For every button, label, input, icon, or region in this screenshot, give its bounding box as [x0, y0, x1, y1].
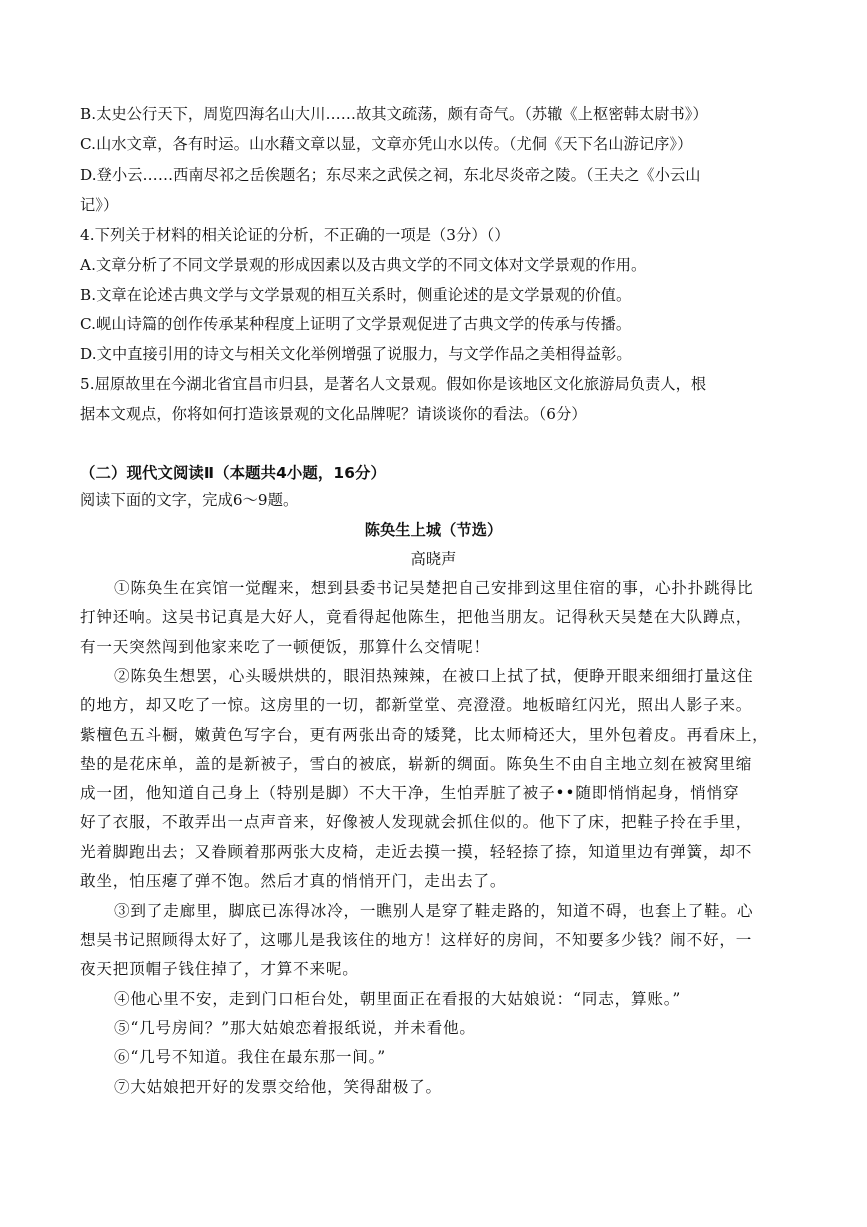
- passage-line: 垫的是花床单，盖的是新被子，雪白的被底，崭新的绸面。陈奂生不由自主地立刻在被窝里缩: [80, 755, 753, 773]
- passage-line: ②陈奂生想罢，心头暖烘烘的，眼泪热辣辣，在被口上拭了拭，便睁开眼来细细打量这住: [114, 667, 754, 685]
- passage-line: 打钟还响。这吴书记真是大好人，竟看得起他陈生，把他当朋友。记得秋天吴楚在大队蹲点，: [80, 608, 753, 626]
- q4-option-b: B.文章在论述古典文学与文学景观的相互关系时，侧重论述的是文学景观的价值。: [80, 286, 632, 304]
- q4-option-d: D.文中直接引用的诗文与相关文化举例增强了说服力，与文学作品之美相得益彰。: [80, 345, 632, 363]
- passage-line: 夜天把顶帽子钱住掉了，才算不来呢。: [80, 960, 359, 978]
- passage-line: 的地方，却又吃了一惊。这房里的一切，都新堂堂、亮澄澄。地板暗红闪光，照出人影子来。: [80, 696, 753, 714]
- passage-line: ⑥“几号不知道。我住在最东那一间。”: [114, 1048, 387, 1066]
- section-heading: （二）现代文阅读Ⅱ（本题共4小题，16分）: [80, 464, 387, 482]
- passage-line: 好了衣服，不敢弄出一点声音来，好像被人发现就会抓住似的。他下了床，把鞋子拎在手里，: [80, 813, 753, 831]
- q4-stem: 4.下列关于材料的相关论证的分析，不正确的一项是（3分）（）: [80, 226, 510, 244]
- q4-option-a: A.文章分析了不同文学景观的形成因素以及古典文学的不同文体对文学景观的作用。: [80, 256, 647, 274]
- passage-line: ③到了走廊里，脚底已冻得冰冷，一瞧别人是穿了鞋走路的，知道不碍，也套上了鞋。心: [114, 902, 754, 920]
- passage-line: ⑦大姑娘把开好的发票交给他，笑得甜极了。: [114, 1078, 442, 1096]
- passage-line: ⑤“几号房间？”那大姑娘恋着报纸说，并未看他。: [114, 1019, 476, 1037]
- passage-line: 有一天突然闯到他家来吃了一顿便饭，那算什么交情呢！: [80, 638, 490, 656]
- passage-author: 高晓声: [410, 550, 457, 568]
- passage-line: 想吴书记照顾得太好了，这哪儿是我该住的地方！这样好的房间，不知要多少钱？闹不好，一: [80, 931, 753, 949]
- q3-option-c: C.山水文章，各有时运。山水藉文章以显，文章亦凭山水以传。（尤侗《天下名山游记序》）: [80, 135, 693, 153]
- q3-option-d-cont: 记》）: [80, 196, 119, 214]
- q5-line-2: 据本文观点，你将如何打造该景观的文化品牌呢？请谈谈你的看法。（6分）: [80, 405, 587, 423]
- passage-line: 紫檀色五斗橱，嫩黄色写字台，更有两张出奇的矮凳，比太师椅还大，里外包着皮。再看床上，: [80, 726, 769, 744]
- passage-title: 陈奂生上城（节选）: [364, 521, 503, 539]
- q3-option-d: D.登小云……西南尽祁之岳俟题名；东尽来之武侯之祠，东北尽炎帝之陵。（王夫之《小云山: [80, 166, 701, 184]
- passage-line: 成一团，他知道自己身上（特别是脚）不大干净，生怕弄脏了被子••随即悄悄起身，悄悄穿: [80, 784, 740, 802]
- passage-line: 敢坐，怕压瘪了弹不饱。然后才真的悄悄开门，走出去了。: [80, 872, 507, 890]
- passage-line: ④他心里不安，走到门口柜台处，朝里面正在看报的大姑娘说：“同志，算账。”: [114, 990, 682, 1008]
- q4-option-c: C.岘山诗篇的创作传承某种程度上证明了文学景观促进了古典文学的传承与传播。: [80, 315, 632, 333]
- passage-line: ①陈奂生在宾馆一觉醒来，想到县委书记吴楚把自己安排到这里住宿的事，心扑扑跳得比: [114, 579, 754, 597]
- passage-line: 光着脚跑出去；又眷顾着那两张大皮椅，走近去摸一摸，轻轻捺了捺，知道里边有弹簧，却不: [80, 843, 753, 861]
- q3-option-b: B.太史公行天下，周览四海名山大川……故其文疏荡，颇有奇气。（苏辙《上枢密韩太尉书》）: [80, 105, 708, 123]
- q5-line-1: 5.屈原故里在今湖北省宜昌市归县，是著名人文景观。假如你是该地区文化旅游局负责人，根: [80, 375, 707, 393]
- section-instruction: 阅读下面的文字，完成6～9题。: [80, 491, 299, 509]
